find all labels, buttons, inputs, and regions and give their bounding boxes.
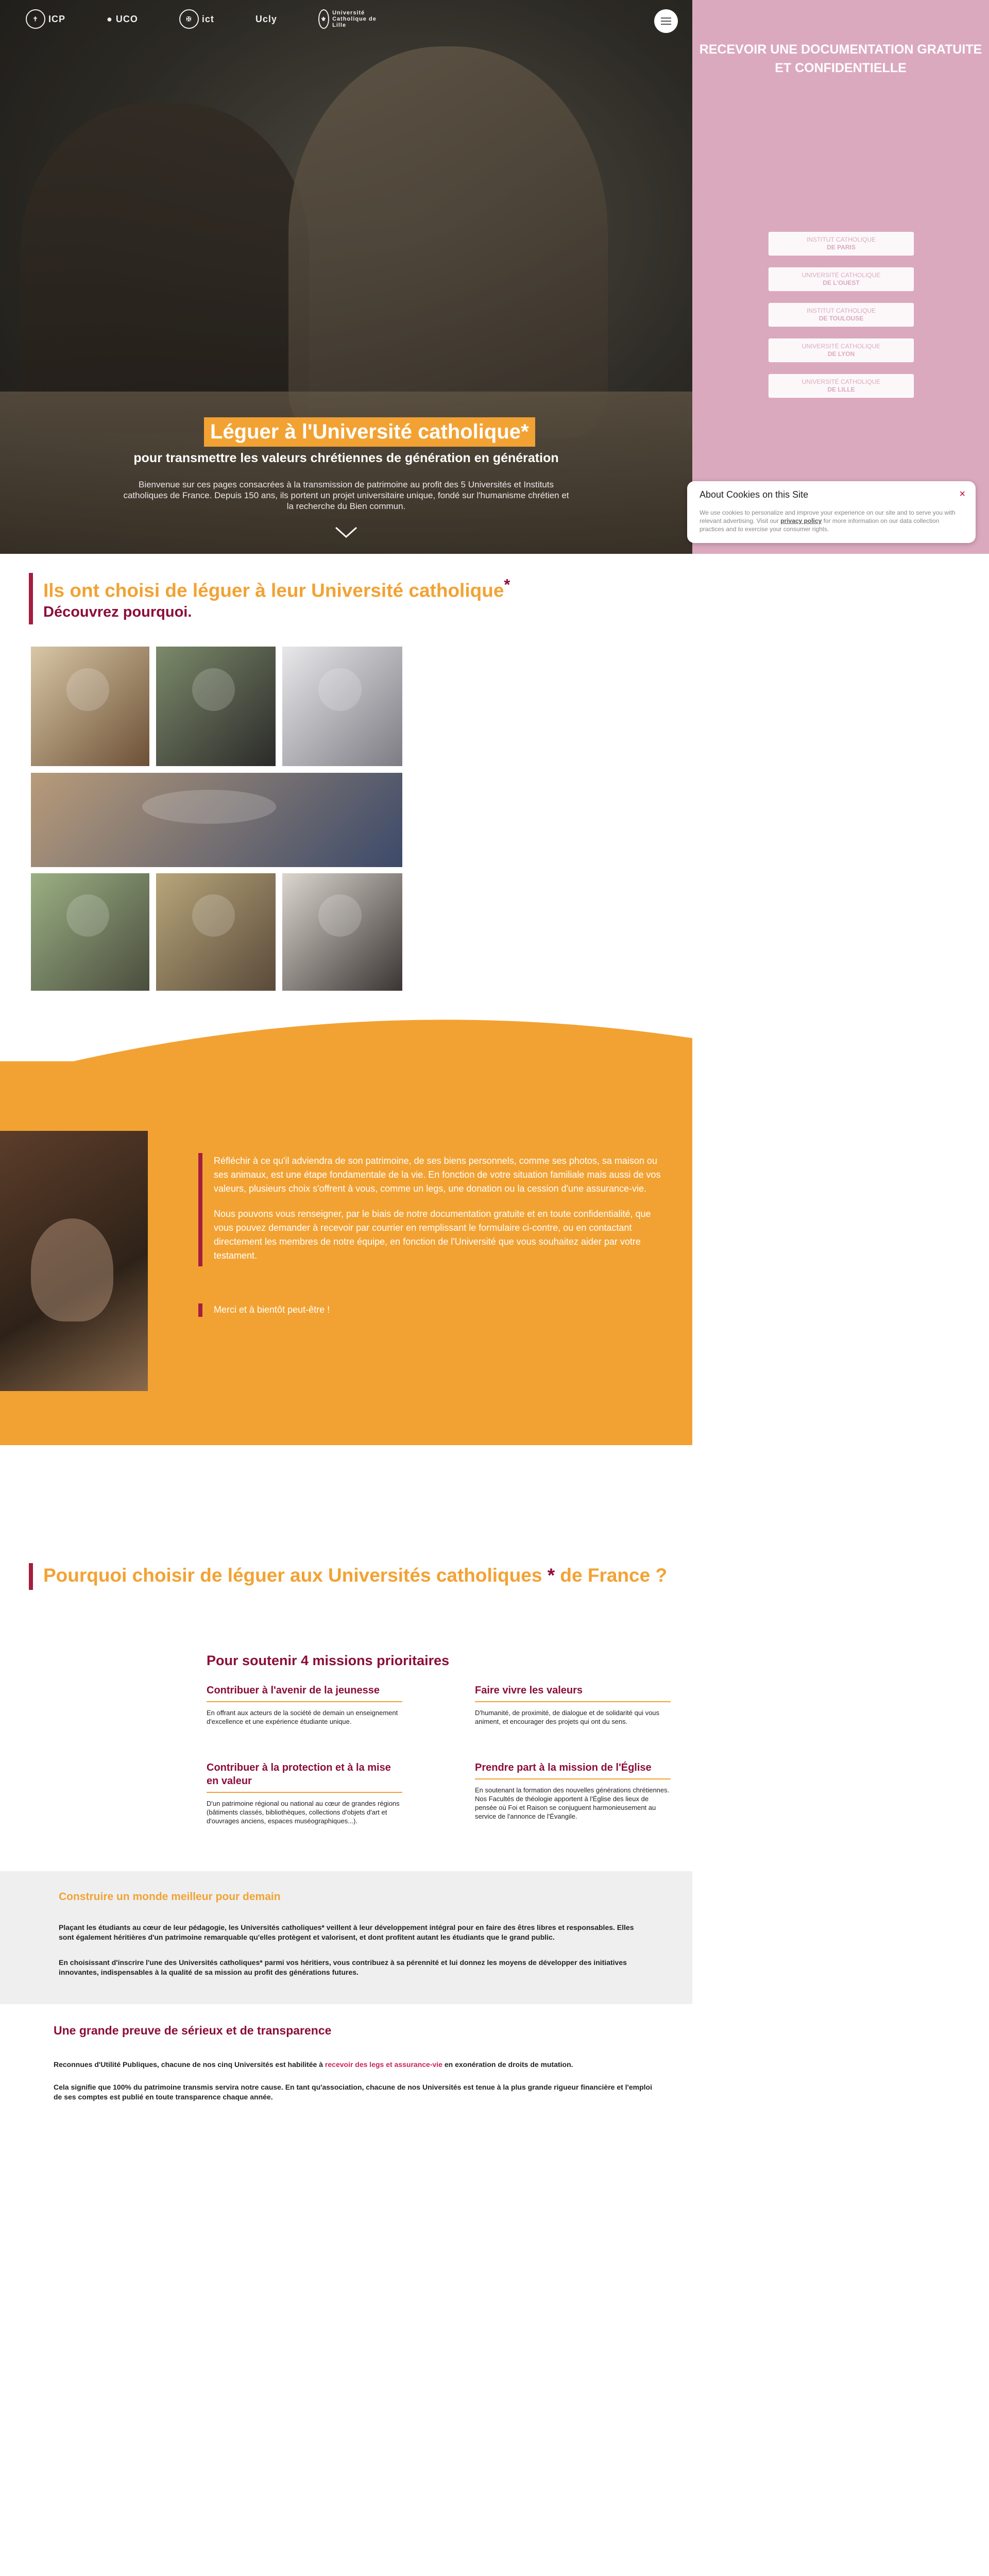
testimonial-photo-1[interactable] [31,647,149,766]
logo-lille[interactable]: ⚜ Université Catholique de Lille [318,9,380,29]
university-button-toulouse[interactable]: INSTITUT CATHOLIQUE DE TOULOUSE [769,303,914,327]
choice-subtitle: Découvrez pourquoi. [43,604,192,620]
better-world-text-2: En choisissant d'inscrire l'une des Universités catholiques* parmi vos héritiers, vous contribuez à sa pérennité et lui donnez les moyens de développer des initiatives innovantes, indispensables à la qualité de sa mission au profit des générations futures. [59,1958,627,1976]
privacy-policy-link[interactable]: privacy policy [780,517,822,524]
crest-icon: ✝ [26,9,45,29]
cookie-banner [687,481,976,543]
university-button-paris[interactable]: INSTITUT CATHOLIQUE DE PARIS [769,232,914,256]
reflect-accent-bar [198,1153,202,1266]
cookie-text: We use cookies to personalize and improve your experience on our site and to serve you with relevant advertising. Visit our privacy policy for more information on our data collection practices and to exercise your consumer rights. [700,509,956,533]
testimonial-photo-3[interactable] [282,647,402,766]
testimonial-photo-5[interactable] [31,873,149,991]
logo-icp[interactable]: ✝ ICP [26,9,65,29]
crest-icon: ✠ [179,9,199,29]
logo-ict[interactable]: ✠ ict [179,9,214,29]
cookie-title: About Cookies on this Site [700,489,809,500]
proof-text-1: Reconnues d'Utilité Publiques, chacune de nos cinq Universités est habilitée à recevoir des legs et assurance-vie en exonération de droits de mutation. [54,2060,573,2069]
section-accent-bar [29,1563,33,1590]
logo-uco[interactable]: ● UCO [107,13,138,24]
hero-title: Léguer à l'Université catholique* [204,417,535,447]
better-world-title: Construire un monde meilleur pour demain [59,1891,281,1903]
university-button-ouest[interactable]: UNIVERSITÉ CATHOLIQUE DE L'OUEST [769,267,914,291]
hero-text: Bienvenue sur ces pages consacrées à la transmission de patrimoine au profit des 5 Universités et Instituts catholiques de France. Depuis 150 ans, ils portent un projet universitaire unique, fondé sur l'humanisme chrétien et la recherche du Bien commun. [123,480,569,511]
choice-title: Ils ont choisi de léguer à leur Université catholique* [43,575,510,601]
mission-values: Faire vivre les valeurs D'humanité, de proximité, de dialogue et de solidarité qui vous animent, et encourager des projets qui ont du sens. [475,1684,671,1726]
hero-banner [0,0,692,554]
testimonial-photo-7[interactable] [282,873,402,991]
close-icon[interactable]: × [959,488,965,500]
mission-youth: Contribuer à l'avenir de la jeunesse En offrant aux acteurs de la société de demain un enseignement d'excellence et une expérience étudiante unique. [207,1684,402,1726]
university-buttons [769,232,914,398]
university-button-lille[interactable]: UNIVERSITÉ CATHOLIQUE DE LILLE [769,374,914,398]
better-world-text-1: Plaçant les étudiants au cœur de leur pédagogie, les Universités catholiques* veillent à leur développement intégral pour en faire des êtres libres et responsables. Elles sont également héritières d'un patrimoine remarquable qu'elles protègent et valorisent, et dont profitent autant les étudiants que le grand public. [59,1923,634,1941]
partner-logos [26,9,380,29]
menu-button[interactable] [654,9,678,33]
missions-title: Pour soutenir 4 missions prioritaires [207,1653,450,1668]
section-accent-bar [29,573,33,624]
hero-subtitle: pour transmettre les valeurs chrétiennes de génération en génération [133,451,559,465]
proof-text-2: Cela signifie que 100% du patrimoine transmis servira notre cause. En tant qu'association, chacune de nos Universités est tenue à la plus grande rigueur financière et l'emploi de ses comptes est publié en toute transparence chaque année. [54,2083,652,2101]
legs-assurance-link[interactable]: recevoir des legs et assurance-vie [325,2060,442,2069]
university-button-lyon[interactable]: UNIVERSITÉ CATHOLIQUE DE LYON [769,338,914,362]
testimonial-photo-6[interactable] [156,873,276,991]
logo-ucly[interactable]: Ucly [255,13,277,24]
better-world-section [0,1871,692,2004]
reflect-thanks: Merci et à bientôt peut-être ! [214,1304,330,1315]
proof-title: Une grande preuve de sérieux et de transparence [54,2024,332,2037]
documentation-title: RECEVOIR UNE DOCUMENTATION GRATUITE ET CONFIDENTIELLE [699,42,982,75]
crest-icon: ⚜ [318,9,329,29]
circle-icon: ● [107,13,113,24]
hamburger-icon [661,18,671,19]
testimonial-photo-2[interactable] [156,647,276,766]
testimonial-photo-4[interactable] [31,773,402,867]
reflect-photo [0,1131,148,1391]
documentation-panel [692,0,989,554]
mission-heritage: Contribuer à la protection et à la mise en valeur D'un patrimoine régional ou national au cœur de grandes régions (bâtiments classés, bibliothèques, collections d'objets d'art et d'ouvrages anciens, espaces muséographiques...). [207,1761,402,1825]
chevron-down-icon[interactable] [334,526,359,540]
why-title: Pourquoi choisir de léguer aux Universités catholiques * de France ? [43,1565,668,1586]
mission-church: Prendre part à la mission de l'Église En soutenant la formation des nouvelles générations chrétiennes. Nos Facultés de théologie apportent à l'Église des lieux de pensée où Foi et Raison se conjuguent harmonieusement au service de l'annonce de l'Évangile. [475,1761,671,1821]
reflect-text: Réfléchir à ce qu'il adviendra de son patrimoine, de ses biens personnels, comme ses photos, sa maison ou ses animaux, est une étape fondamentale de la vie. En fonction de votre situation familiale mais aussi de vos valeurs, plusieurs choix s'offrent à vous, comme un legs, une donation ou la cession d'une assurance-vie. Nous pouvons vous renseigner, par le biais de notre documentation gratuite et en toute confidentialité, que vous pouvez demander à recevoir par courrier en remplissant le formulaire ci-contre, ou en contactant directement les membres de notre équipe, en fonction de l'Université que vous souhaitez aider par votre testament. [214,1156,661,1261]
